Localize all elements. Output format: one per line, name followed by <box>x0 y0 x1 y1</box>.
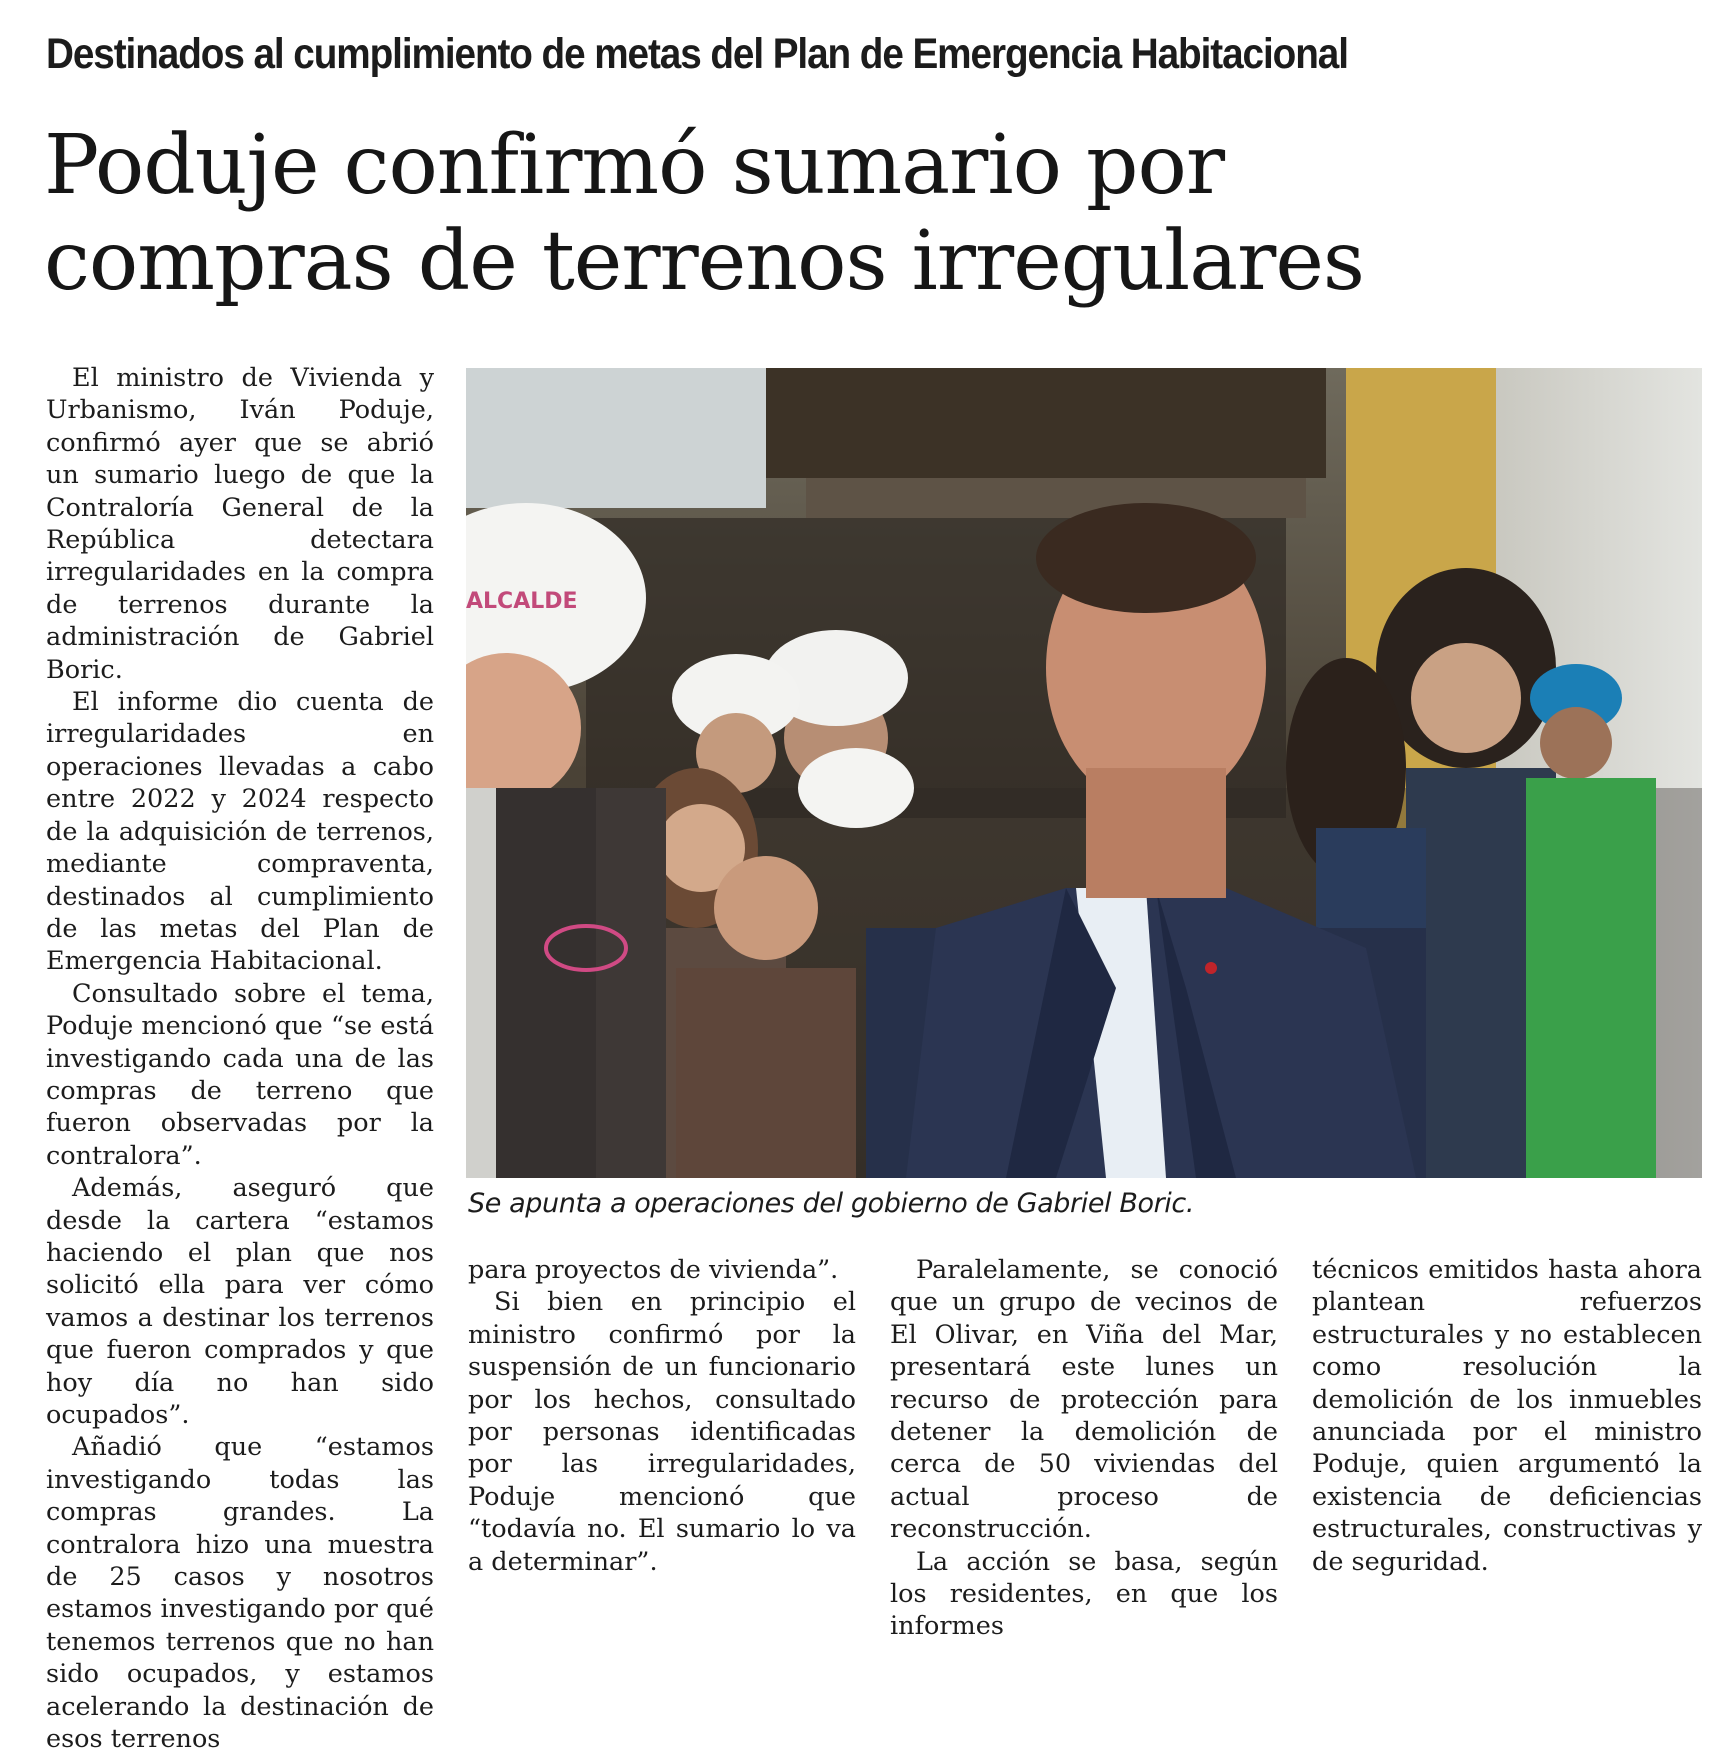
article-column-4 <box>1312 1254 1702 1578</box>
paragraph: Si bien en principio el ministro confirmó por la suspensión de un funcionario por los hechos, consultado por personas identificadas por las irregularidades, Poduje mencionó que “todavía no. El sumario lo va a determinar”. <box>468 1287 856 1577</box>
article-kicker: Destinados al cumplimiento de metas del Plan de Emergencia Habitacional <box>46 30 1348 78</box>
article-column-1 <box>46 362 434 1755</box>
headline-line-1: Poduje confirmó sumario por <box>44 118 1225 213</box>
photo-caption: Se apunta a operaciones del gobierno de Gabriel Boric. <box>468 1188 1195 1219</box>
paragraph: Paralelamente, se conoció que un grupo de vecinos de El Olivar, en Viña del Mar, presentará este lunes un recurso de protección para detener la demolición de cerca de 50 viviendas del actual proceso de reconstrucción. <box>890 1255 1278 1545</box>
article-photo <box>466 368 1702 1178</box>
article-headline <box>44 118 1704 310</box>
paragraph: para proyectos de vivienda”. <box>468 1255 839 1285</box>
article-column-3 <box>890 1254 1278 1643</box>
paragraph: Añadió que “estamos investigando todas las compras grandes. La contralora hizo una muestra de 25 casos y nosotros estamos investigando por qué tenemos terrenos que no han sido ocupados, y estamos acelerando la destinación de esos terrenos <box>46 1432 434 1755</box>
headline-line-2: compras de terrenos irregulares <box>44 214 1364 309</box>
paragraph: El ministro de Vivienda y Urbanismo, Iván Poduje, confirmó ayer que se abrió un sumario luego de que la Contraloría General de la República detectara irregularidades en la compra de terrenos durante la administración de Gabriel Boric. <box>46 363 434 685</box>
paragraph: técnicos emitidos hasta ahora plantean refuerzos estructurales y no establecen como resolución la demolición de los inmuebles anunciada por el ministro Poduje, quien argumentó la existencia de deficiencias estructurales, constructivas y de seguridad. <box>1312 1255 1702 1577</box>
paragraph: La acción se basa, según los residentes, en que los informes <box>890 1546 1278 1642</box>
article-column-2 <box>468 1254 856 1578</box>
helmet-text: ALCALDE <box>466 589 578 614</box>
paragraph: Además, aseguró que desde la cartera “estamos haciendo el plan que nos solicitó ella para ver cómo vamos a destinar los terrenos que fueron comprados y que hoy día no han sido ocupados”. <box>46 1173 434 1430</box>
paragraph: Consultado sobre el tema, Poduje mencionó que “se está investigando cada una de las compras de terreno que fueron observadas por la contralora”. <box>46 978 434 1171</box>
paragraph: El informe dio cuenta de irregularidades en operaciones llevadas a cabo entre 2022 y 2024 respecto de la adquisición de terrenos, mediante compraventa, destinados al cumplimiento de las metas del Plan de Emergencia Habitacional. <box>46 687 434 977</box>
